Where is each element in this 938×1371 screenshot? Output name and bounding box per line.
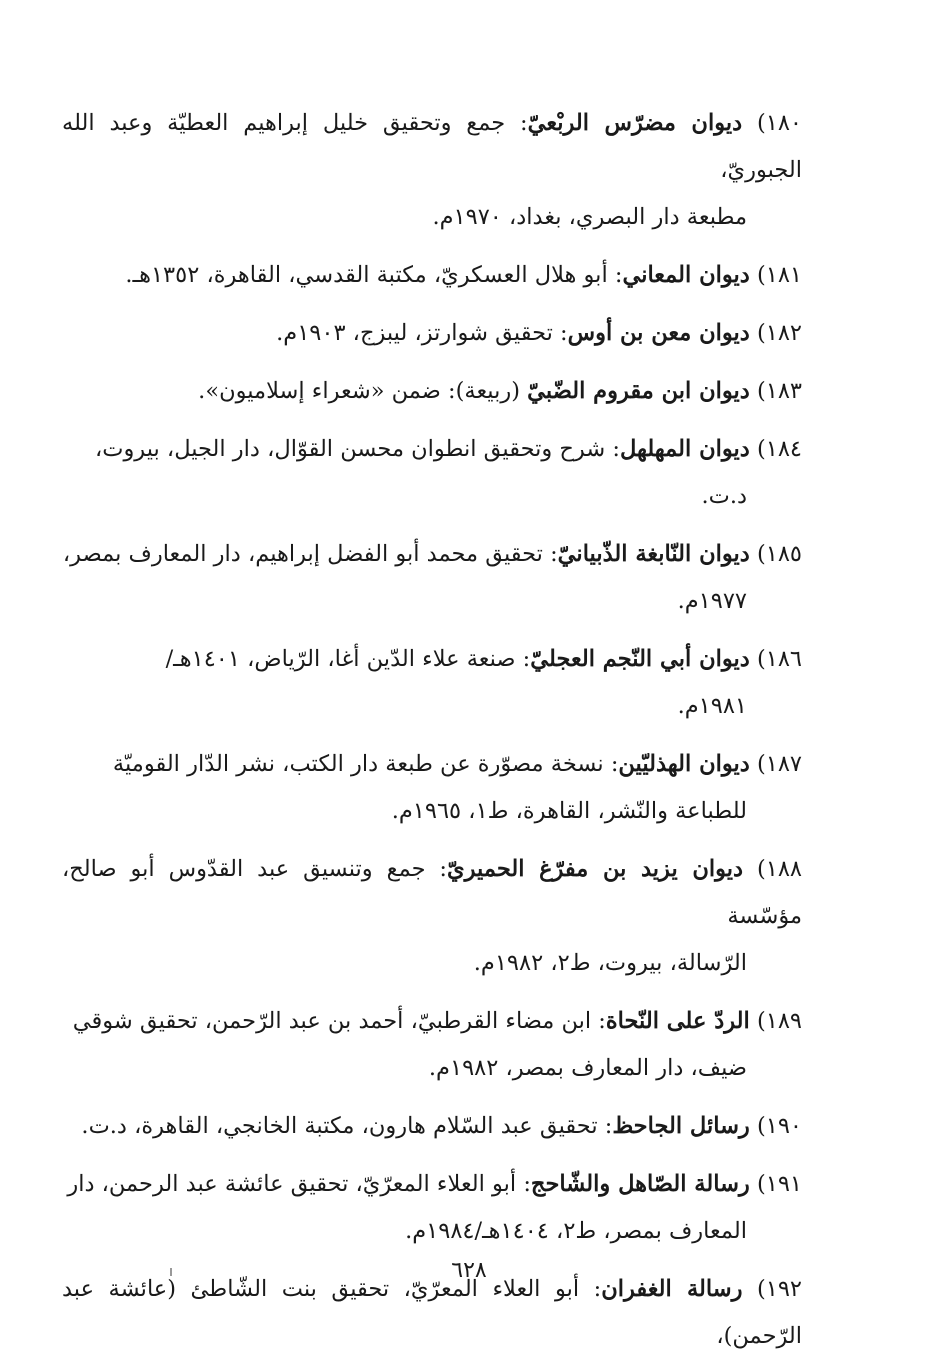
entry-title: ديوان معن بن أوس bbox=[567, 320, 750, 346]
entry-title: رسالة الغفران bbox=[601, 1276, 743, 1302]
entry-title: ديوان أبي النّجم العجليّ bbox=[530, 646, 750, 672]
entry-details: : جمع وتنسيق عبد القدّوس أبو صالح، مؤسّسة bbox=[62, 856, 802, 929]
entry-number: ١٨٦) bbox=[756, 646, 802, 672]
bibliography-entry bbox=[62, 252, 802, 299]
entry-continuation: الرّسالة، بيروت، ط٢، ١٩٨٢م. bbox=[473, 950, 747, 976]
entry-title: ديوان الهذليّين bbox=[618, 751, 750, 777]
entry-number: ١٩٠) bbox=[756, 1113, 802, 1139]
bibliography-entry bbox=[62, 741, 802, 835]
entry-title: ديوان المعاني bbox=[622, 262, 750, 288]
bibliography-entry bbox=[62, 846, 802, 987]
entry-details: : تحقيق محمد أبو الفضل إبراهيم، دار المعارف بمصر، bbox=[62, 541, 558, 567]
entry-number: ١٨٠) bbox=[756, 110, 802, 136]
page-number: ٦٢٨ bbox=[451, 1258, 487, 1283]
bibliography-entry bbox=[62, 998, 802, 1092]
entry-details: : شرح وتحقيق انطوان محسن القوّال، دار الجيل، بيروت، bbox=[95, 436, 620, 462]
bibliography-entry bbox=[62, 426, 802, 520]
entry-number: ١٨٧) bbox=[756, 751, 802, 777]
entry-title: ديوان النّابغة الذّبيانيّ bbox=[557, 541, 750, 567]
entry-details: : جمع وتحقيق خليل إبراهيم العطيّة وعبد الله الجبوريّ، bbox=[62, 110, 802, 183]
entry-number: ١٨٤) bbox=[756, 436, 802, 462]
entry-number: ١٩١) bbox=[756, 1171, 802, 1197]
entry-continuation: ضيف، دار المعارف بمصر، ١٩٨٢م. bbox=[428, 1055, 747, 1081]
entry-continuation: ١٩٧٧م. bbox=[677, 588, 747, 614]
entry-number: ١٨٢) bbox=[756, 320, 802, 346]
bibliography-entry bbox=[62, 100, 802, 241]
entry-number: ١٨٣) bbox=[756, 378, 802, 404]
bibliography-list bbox=[62, 100, 802, 1371]
bibliography-entry bbox=[62, 368, 802, 415]
entry-title: ديوان مضرّس الربْعيّ bbox=[527, 110, 743, 136]
entry-title: الردّ على النّحاة bbox=[605, 1008, 750, 1034]
bibliography-entry bbox=[62, 310, 802, 357]
bibliography-entry bbox=[62, 1161, 802, 1255]
entry-number: ١٨٥) bbox=[756, 541, 802, 567]
bibliography-entry bbox=[62, 531, 802, 625]
entry-number: ١٨٩) bbox=[756, 1008, 802, 1034]
entry-number: ١٨٨) bbox=[756, 856, 802, 882]
bibliography-entry bbox=[62, 636, 802, 730]
entry-number: ١٩٢) bbox=[756, 1276, 803, 1302]
entry-title: ديوان يزيد بن مفرّغ الحميريّ bbox=[447, 856, 744, 882]
entry-title: رسالة الصّاهل والشّاحج bbox=[530, 1171, 750, 1197]
bibliography-entry bbox=[62, 1103, 802, 1150]
entry-continuation: د.ت. bbox=[701, 483, 747, 509]
entry-details: : ابن مضاء القرطبيّ، أحمد بن عبد الرّحمن، تحقيق شوقي bbox=[72, 1008, 606, 1034]
entry-details: : أبو العلاء المعرّيّ، تحقيق عائشة عبد الرحمن، دار bbox=[67, 1171, 531, 1197]
entry-details: : تحقيق عبد السّلام هارون، مكتبة الخانجي، القاهرة، د.ت. bbox=[81, 1113, 613, 1139]
entry-details: : نسخة مصوّرة عن طبعة دار الكتب، نشر الدّار القوميّة bbox=[112, 751, 619, 777]
entry-details: (ربيعة): ضمن «شعراء إسلاميون». bbox=[198, 378, 528, 404]
entry-details: : أبو هلال العسكريّ، مكتبة القدسي، القاهرة، ١٣٥٢هـ. bbox=[125, 262, 623, 288]
entry-title: رسائل الجاحظ bbox=[612, 1113, 750, 1139]
scan-speck bbox=[170, 1268, 172, 1276]
entry-number: ١٨١) bbox=[756, 262, 802, 288]
entry-continuation: مطبعة دار البصري، بغداد، ١٩٧٠م. bbox=[432, 204, 747, 230]
entry-title: ديوان ابن مقروم الضّبيّ bbox=[527, 378, 750, 404]
entry-details: : أبو العلاء المعرّيّ، تحقيق بنت الشّاطئ (عائشة عبد الرّحمن)، bbox=[62, 1276, 802, 1349]
entry-continuation: ١٩٨١م. bbox=[677, 693, 747, 719]
entry-details: : تحقيق شوارتز، ليبزج، ١٩٠٣م. bbox=[276, 320, 568, 346]
entry-continuation: المعارف بمصر، ط٢، ١٤٠٤هـ/١٩٨٤م. bbox=[405, 1218, 747, 1244]
entry-details: : صنعة علاء الدّين أغا، الرّياض، ١٤٠١هـ/ bbox=[165, 646, 531, 672]
entry-continuation: للطباعة والنّشر، القاهرة، ط١، ١٩٦٥م. bbox=[391, 798, 747, 824]
entry-title: ديوان المهلهل bbox=[619, 436, 750, 462]
